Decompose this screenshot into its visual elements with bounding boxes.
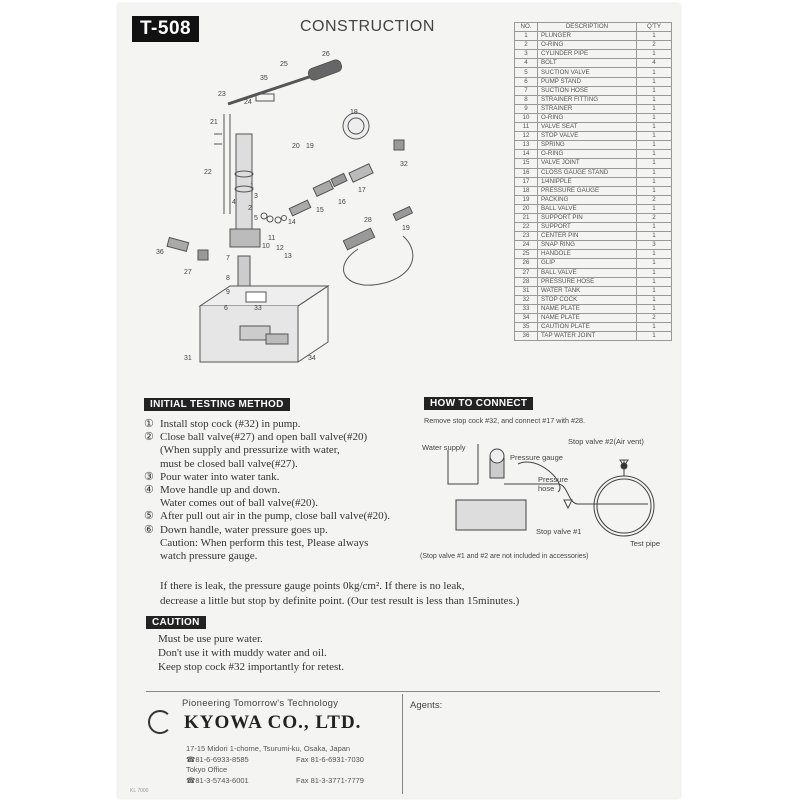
part-qty-cell: 4	[637, 59, 672, 68]
company-address	[186, 744, 364, 786]
leak-note	[160, 579, 660, 609]
part-callout-label: 12	[276, 245, 284, 252]
part-description-cell: O-RING	[538, 113, 637, 122]
part-number-cell: 13	[515, 141, 538, 150]
part-description-cell: STOP COCK	[538, 295, 637, 304]
part-number-cell: 21	[515, 213, 538, 222]
tokyo-tel: ☎81-3-5743-6001	[186, 775, 249, 785]
caution-line: Don't use it with muddy water and oil.	[158, 647, 327, 659]
step-number: ⑥	[144, 523, 154, 536]
part-qty-cell: 2	[637, 41, 672, 50]
construction-heading: CONSTRUCTION	[300, 18, 435, 35]
part-qty-cell: 1	[637, 104, 672, 113]
parts-table-row	[515, 150, 672, 159]
part-callout-label: 17	[358, 187, 366, 194]
parts-table-row	[515, 68, 672, 77]
part-callout-label: 10	[262, 243, 270, 250]
testing-step-line	[144, 471, 434, 484]
step-text: Close ball valve(#27) and open ball valve(#20)	[160, 431, 368, 444]
part-number-cell: 36	[515, 332, 538, 341]
part-number-cell: 34	[515, 314, 538, 323]
part-description-cell: PUMP STAND	[538, 77, 637, 86]
testing-step-line	[144, 550, 434, 563]
part-callout-label: 19	[402, 225, 410, 232]
part-qty-cell: 2	[637, 213, 672, 222]
part-callout-label: 35	[260, 75, 268, 82]
part-description-cell: CAUTION PLATE	[538, 323, 637, 332]
part-qty-cell: 1	[637, 332, 672, 341]
tokyo-contact	[186, 776, 364, 787]
parts-table-row	[515, 268, 672, 277]
part-callout-label: 23	[218, 91, 226, 98]
part-qty-cell: 2	[637, 195, 672, 204]
leak-note-line-1: If there is leak, the pressure gauge points 0kg/cm². If there is no leak,	[160, 580, 465, 592]
step-text: Pour water into water tank.	[160, 470, 280, 483]
part-description-cell: PRESSURE HOSE	[538, 277, 637, 286]
part-qty-cell: 1	[637, 150, 672, 159]
model-badge: T-508	[132, 16, 199, 42]
step-number: ③	[144, 470, 154, 483]
testing-step-line	[144, 524, 434, 537]
parts-table-body	[515, 32, 672, 341]
part-callout-label: 22	[204, 169, 212, 176]
part-qty-cell: 1	[637, 186, 672, 195]
part-callout-label: 1	[250, 183, 254, 190]
part-number-cell: 6	[515, 77, 538, 86]
part-qty-cell: 2	[637, 314, 672, 323]
part-description-cell: 1/4NIPPLE	[538, 177, 637, 186]
instruction-sheet	[118, 4, 680, 798]
part-qty-cell: 1	[637, 232, 672, 241]
step-text: must be closed ball valve(#27).	[160, 457, 298, 470]
label-stop-valve-2: Stop valve #2(Air vent)	[568, 437, 644, 446]
parts-table-header	[515, 23, 672, 32]
part-callout-label: 32	[400, 161, 408, 168]
part-description-cell: CLOSS GAUGE STAND	[538, 168, 637, 177]
tokyo-office-label: Tokyo Office	[186, 765, 228, 774]
parts-table-row	[515, 295, 672, 304]
part-number-cell: 4	[515, 59, 538, 68]
part-number-cell: 25	[515, 250, 538, 259]
part-number-cell: 10	[515, 113, 538, 122]
part-description-cell: WATER TANK	[538, 286, 637, 295]
part-number-cell: 27	[515, 268, 538, 277]
part-callout-label: 7	[226, 255, 230, 262]
part-callout-label: 19	[306, 143, 314, 150]
parts-table-row	[515, 213, 672, 222]
parts-table-row	[515, 95, 672, 104]
parts-table-row	[515, 168, 672, 177]
part-callout-label: 6	[224, 305, 228, 312]
parts-table-row	[515, 132, 672, 141]
part-callout-label: 21	[210, 119, 218, 126]
part-description-cell: VALVE JOINT	[538, 159, 637, 168]
footer-divider-line	[146, 691, 660, 692]
parts-table-row	[515, 159, 672, 168]
part-description-cell: SUCTION VALVE	[538, 68, 637, 77]
parts-table-row	[515, 123, 672, 132]
part-description-cell: PACKING	[538, 195, 637, 204]
testing-step-line	[144, 510, 434, 523]
connection-diagram	[418, 424, 678, 564]
exploded-diagram	[118, 44, 508, 364]
part-description-cell: VALVE SEAT	[538, 123, 637, 132]
part-description-cell: BALL VALVE	[538, 204, 637, 213]
part-callout-label: 15	[316, 207, 324, 214]
label-water-supply: Water supply	[422, 443, 466, 452]
part-description-cell: GLIP	[538, 259, 637, 268]
step-text: Water comes out of ball valve(#20).	[160, 497, 318, 510]
part-description-cell: PLUNGER	[538, 32, 637, 41]
part-number-cell: 8	[515, 95, 538, 104]
agents-label: Agents:	[410, 700, 443, 711]
part-number-cell: 17	[515, 177, 538, 186]
part-number-cell: 9	[515, 104, 538, 113]
part-description-cell: SUPPORT PIN	[538, 213, 637, 222]
step-number	[144, 444, 160, 457]
part-qty-cell: 1	[637, 113, 672, 122]
part-description-cell: STOP VALVE	[538, 132, 637, 141]
part-qty-cell: 1	[637, 77, 672, 86]
part-number-cell: 18	[515, 186, 538, 195]
part-number-cell: 20	[515, 204, 538, 213]
step-text: Caution: When perform this test, Please always	[160, 536, 369, 549]
header-no: NO.	[515, 23, 538, 32]
tokyo-fax: Fax 81-3-3771-7779	[296, 775, 364, 785]
part-description-cell: CYLINDER PIPE	[538, 50, 637, 59]
parts-table-row	[515, 223, 672, 232]
step-number	[144, 458, 160, 471]
part-number-cell: 1	[515, 32, 538, 41]
step-number: ⑤	[144, 510, 154, 523]
parts-table-row	[515, 59, 672, 68]
part-callout-label: 28	[364, 217, 372, 224]
part-number-cell: 19	[515, 195, 538, 204]
step-number: ④	[144, 484, 154, 497]
testing-step-line	[144, 537, 434, 550]
testing-step-line	[144, 431, 434, 444]
parts-table-row	[515, 141, 672, 150]
part-number-cell: 22	[515, 223, 538, 232]
company-name: KYOWA CO., LTD.	[184, 712, 362, 733]
label-pressure-hose-line2: hose	[538, 484, 555, 493]
company-tagline: Pioneering Tomorrow's Technology	[182, 698, 339, 709]
part-qty-cell: 1	[637, 32, 672, 41]
part-description-cell: NAME PLATE	[538, 314, 637, 323]
part-callout-label: 5	[254, 215, 258, 222]
part-description-cell: STRAINER	[538, 104, 637, 113]
parts-table	[514, 22, 672, 341]
caution-line: Must be use pure water.	[158, 633, 263, 645]
part-callout-label: 27	[184, 269, 192, 276]
part-number-cell: 15	[515, 159, 538, 168]
part-qty-cell: 1	[637, 277, 672, 286]
part-callout-label: 33	[254, 305, 262, 312]
part-description-cell: O-RING	[538, 150, 637, 159]
part-callout-label: 14	[288, 219, 296, 226]
part-callout-label: 2	[248, 205, 252, 212]
header-description: DESCRIPTION	[538, 23, 637, 32]
part-number-cell: 16	[515, 168, 538, 177]
step-number: ①	[144, 418, 154, 430]
part-number-cell: 35	[515, 323, 538, 332]
caution-line: Keep stop cock #32 importantly for retest.	[158, 661, 345, 673]
part-qty-cell: 1	[637, 295, 672, 304]
osaka-fax: Fax 81-6-6931-7030	[296, 754, 364, 764]
part-qty-cell: 3	[637, 241, 672, 250]
part-callout-label: 16	[338, 199, 346, 206]
parts-table-row	[515, 113, 672, 122]
step-number	[144, 497, 160, 510]
part-description-cell: SPRING	[538, 141, 637, 150]
part-number-cell: 12	[515, 132, 538, 141]
osaka-contact	[186, 755, 364, 766]
part-number-cell: 24	[515, 241, 538, 250]
part-callout-label: 26	[322, 51, 330, 58]
part-callout-label: 24	[244, 99, 252, 106]
part-description-cell: TAP WATER JOINT	[538, 332, 637, 341]
parts-table-row	[515, 250, 672, 259]
part-qty-cell: 1	[637, 132, 672, 141]
part-callout-label: 13	[284, 253, 292, 260]
footer-vertical-divider	[402, 694, 403, 794]
testing-step-line	[144, 497, 434, 510]
parts-table-row	[515, 32, 672, 41]
parts-table-row	[515, 86, 672, 95]
part-callout-label: 20	[292, 143, 300, 150]
part-number-cell: 23	[515, 232, 538, 241]
step-text: Move handle up and down.	[160, 484, 281, 497]
caution-text	[158, 632, 344, 674]
parts-table-row	[515, 186, 672, 195]
initial-testing-title: INITIAL TESTING METHOD	[144, 398, 290, 411]
parts-table-row	[515, 104, 672, 113]
part-number-cell: 26	[515, 259, 538, 268]
testing-step-line	[144, 418, 434, 431]
part-qty-cell: 1	[637, 304, 672, 313]
part-qty-cell: 1	[637, 259, 672, 268]
step-text: Down handle, water pressure goes up.	[160, 523, 328, 536]
part-number-cell: 31	[515, 286, 538, 295]
label-stop-valve-1: Stop valve #1	[536, 527, 582, 536]
parts-table-row	[515, 232, 672, 241]
part-description-cell: SNAP RING	[538, 241, 637, 250]
part-qty-cell: 1	[637, 86, 672, 95]
part-number-cell: 11	[515, 123, 538, 132]
part-number-cell: 32	[515, 295, 538, 304]
parts-table-row	[515, 286, 672, 295]
part-callout-label: 18	[350, 109, 358, 116]
part-qty-cell: 1	[637, 286, 672, 295]
part-number-cell: 7	[515, 86, 538, 95]
parts-table-row	[515, 177, 672, 186]
part-number-cell: 5	[515, 68, 538, 77]
part-description-cell: CENTER PIN	[538, 232, 637, 241]
step-number	[144, 550, 160, 563]
step-text: watch pressure gauge.	[160, 550, 258, 563]
step-text: After pull out air in the pump, close ball valve(#20).	[160, 510, 391, 523]
parts-table-row	[515, 50, 672, 59]
part-qty-cell: 1	[637, 95, 672, 104]
kyowa-logo-icon	[148, 710, 172, 734]
part-description-cell: BOLT	[538, 59, 637, 68]
part-number-cell: 2	[515, 41, 538, 50]
part-description-cell: STRAINER FITTING	[538, 95, 637, 104]
part-number-cell: 14	[515, 150, 538, 159]
step-text: (When supply and pressurize with water,	[160, 444, 340, 457]
parts-table-row	[515, 204, 672, 213]
parts-table-row	[515, 332, 672, 341]
part-description-cell: PRESSURE GAUGE	[538, 186, 637, 195]
testing-step-line	[144, 444, 434, 457]
part-qty-cell: 1	[637, 50, 672, 59]
part-callout-label: 4	[232, 199, 236, 206]
label-pressure-hose-line1: Pressure	[538, 475, 569, 484]
part-callout-label: 3	[254, 193, 258, 200]
parts-table-row	[515, 41, 672, 50]
part-qty-cell: 1	[637, 323, 672, 332]
part-qty-cell: 1	[637, 123, 672, 132]
part-number-cell: 3	[515, 50, 538, 59]
part-callout-label: 9	[226, 289, 230, 296]
part-qty-cell: 1	[637, 223, 672, 232]
parts-table-row	[515, 241, 672, 250]
connect-instruction: Remove stop cock #32, and connect #17 with #28.	[424, 416, 586, 425]
parts-table-row	[515, 277, 672, 286]
step-text: Install stop cock (#32) in pump.	[160, 418, 301, 430]
part-callout-label: 31	[184, 355, 192, 362]
label-pressure-gauge: Pressure gauge	[510, 453, 563, 462]
part-qty-cell: 1	[637, 68, 672, 77]
part-description-cell: O-RING	[538, 41, 637, 50]
initial-testing-steps	[144, 418, 434, 563]
how-to-connect-title: HOW TO CONNECT	[424, 397, 533, 410]
parts-table-row	[515, 323, 672, 332]
parts-table-row	[515, 77, 672, 86]
part-qty-cell: 1	[637, 204, 672, 213]
connect-footnote: (Stop valve #1 and #2 are not included in accessories)	[420, 553, 589, 560]
leak-note-line-2: decrease a little but stop by definite point. (Our test result is less than 15minutes.)	[160, 595, 520, 607]
testing-step-line	[144, 484, 434, 497]
part-qty-cell: 1	[637, 141, 672, 150]
testing-step-line	[144, 458, 434, 471]
part-callout-label: 11	[268, 235, 276, 242]
part-qty-cell: 1	[637, 159, 672, 168]
part-description-cell: BALL VALVE	[538, 268, 637, 277]
parts-table-row	[515, 195, 672, 204]
label-test-pipe: Test pipe	[630, 539, 661, 548]
address-line: 17-15 Midori 1-chome, Tsurumi-ku, Osaka, Japan	[186, 744, 351, 753]
part-qty-cell: 1	[637, 268, 672, 277]
part-callout-label: 25	[280, 61, 288, 68]
caution-title: CAUTION	[146, 616, 206, 629]
part-number-cell: 33	[515, 304, 538, 313]
header-qty: Q'TY	[637, 23, 672, 32]
part-qty-cell: 1	[637, 168, 672, 177]
document-code: KL 7000	[130, 788, 149, 794]
step-number: ②	[144, 431, 154, 444]
part-callout-label: 8	[226, 275, 230, 282]
part-description-cell: SUPPORT	[538, 223, 637, 232]
parts-table-row	[515, 259, 672, 268]
parts-table-row	[515, 314, 672, 323]
osaka-tel: ☎81-6-6933-8585	[186, 754, 249, 764]
part-description-cell: SUCTION HOSE	[538, 86, 637, 95]
part-callout-label: 36	[156, 249, 164, 256]
part-qty-cell: 1	[637, 250, 672, 259]
part-description-cell: NAME PLATE	[538, 304, 637, 313]
part-number-cell: 28	[515, 277, 538, 286]
part-callout-label: 34	[308, 355, 316, 362]
parts-table-row	[515, 304, 672, 313]
part-description-cell: HANDOLE	[538, 250, 637, 259]
part-qty-cell: 1	[637, 177, 672, 186]
step-number	[144, 537, 160, 550]
